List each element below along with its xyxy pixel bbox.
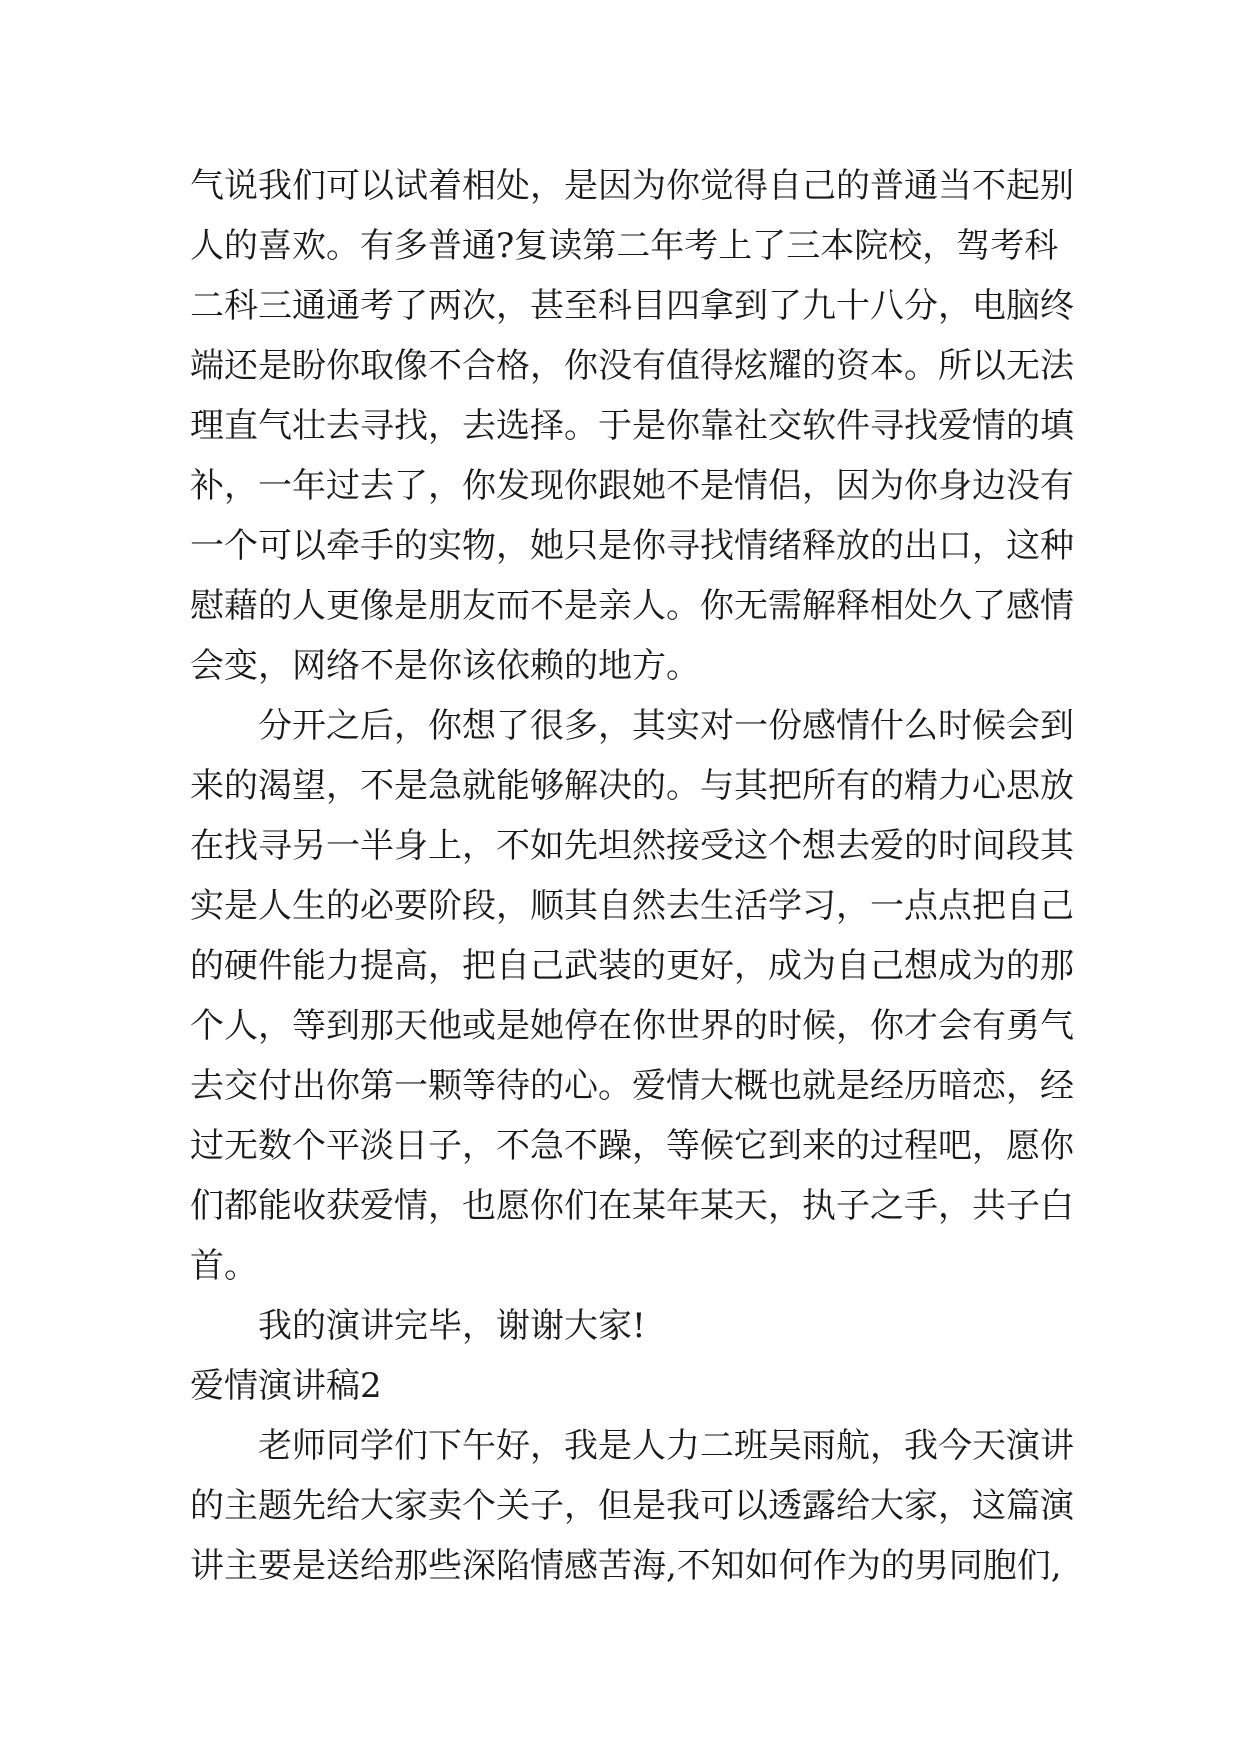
text-line: 实是人生的必要阶段，顺其自然去生活学习，一点点把自己 xyxy=(190,886,1074,926)
text-line: 一个可以牵手的实物，她只是你寻找情绪释放的出口，这种 xyxy=(190,526,1074,566)
text-line: 来的渴望，不是急就能够解决的。与其把所有的精力心思放 xyxy=(190,766,1074,806)
text-line: 的硬件能力提高，把自己武装的更好，成为自己想成为的那 xyxy=(190,946,1074,986)
text-line: 首。 xyxy=(190,1246,258,1286)
paragraph-first-line: 分开之后，你想了很多，其实对一份感情什么时候会到 xyxy=(258,706,1074,746)
text-line: 讲主要是送给那些深陷情感苦海,不知如何作为的男同胞们, xyxy=(190,1546,1062,1586)
text-line: 过无数个平淡日子，不急不躁，等候它到来的过程吧，愿你 xyxy=(190,1126,1074,1166)
text-line: 气说我们可以试着相处，是因为你觉得自己的普通当不起别 xyxy=(190,166,1074,206)
text-line: 们都能收获爱情，也愿你们在某年某天，执子之手，共子白 xyxy=(190,1186,1074,1226)
text-line: 理直气壮去寻找，去选择。于是你靠社交软件寻找爱情的填 xyxy=(190,406,1074,446)
paragraph-first-line: 老师同学们下午好，我是人力二班吴雨航，我今天演讲 xyxy=(258,1426,1074,1466)
closing-line: 我的演讲完毕，谢谢大家! xyxy=(258,1306,646,1346)
text-line: 会变，网络不是你该依赖的地方。 xyxy=(190,646,700,686)
text-line: 去交付出你第一颗等待的心。爱情大概也就是经历暗恋，经 xyxy=(190,1066,1074,1106)
text-line: 个人，等到那天他或是她停在你世界的时候，你才会有勇气 xyxy=(190,1006,1074,1046)
text-line: 在找寻另一半身上，不如先坦然接受这个想去爱的时间段其 xyxy=(190,826,1074,866)
text-line: 人的喜欢。有多普通?复读第二年考上了三本院校，驾考科 xyxy=(190,226,1059,266)
section-heading: 爱情演讲稿2 xyxy=(190,1366,382,1406)
text-line: 的主题先给大家卖个关子，但是我可以透露给大家，这篇演 xyxy=(190,1486,1074,1526)
text-line: 二科三通通考了两次，甚至科目四拿到了九十八分，电脑终 xyxy=(190,286,1074,326)
text-line: 慰藉的人更像是朋友而不是亲人。你无需解释相处久了感情 xyxy=(190,586,1074,626)
text-line: 补，一年过去了，你发现你跟她不是情侣，因为你身边没有 xyxy=(190,466,1074,506)
body-text xyxy=(190,156,1074,1596)
text-line: 端还是盼你取像不合格，你没有值得炫耀的资本。所以无法 xyxy=(190,346,1074,386)
